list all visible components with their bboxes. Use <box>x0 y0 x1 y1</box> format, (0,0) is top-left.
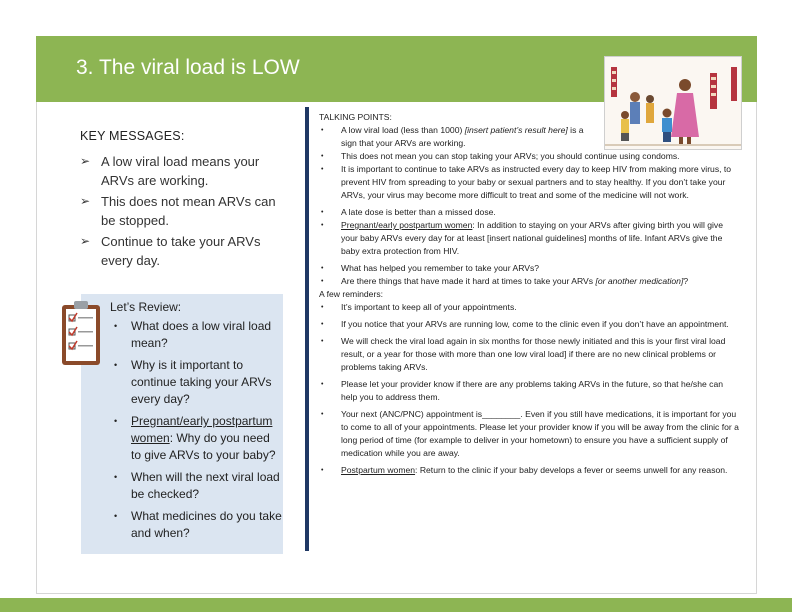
bullet-icon: • <box>114 416 118 426</box>
talking-points <box>319 111 739 477</box>
key-message-text: A low viral load means your ARVs are working. <box>101 154 260 188</box>
arrow-bullet-icon: ➢ <box>80 154 91 168</box>
tp-emphasis: [insert patient’s result here] <box>464 125 568 135</box>
talking-point-item <box>319 219 739 258</box>
column-divider <box>305 107 309 551</box>
reminder-item <box>319 301 739 314</box>
review-list <box>110 318 282 547</box>
bullet-icon: • <box>321 278 324 285</box>
tp-text: What has helped you remember to take your ARVs? <box>341 263 540 273</box>
reminders-heading: A few reminders: <box>319 289 383 299</box>
talking-point-item <box>319 124 589 150</box>
review-item-prefix: Pregnant/early postpartum women <box>131 414 273 445</box>
review-item-text: What does a low viral load mean? <box>131 319 272 350</box>
bullet-icon: • <box>321 265 324 272</box>
tp-text: : Return to the clinic if your baby develops a fever or seems unwell for any reason. <box>415 465 728 475</box>
bullet-icon: • <box>321 304 324 311</box>
tp-text: It’s important to keep all of your appointments. <box>341 302 517 312</box>
bullet-icon: • <box>114 360 118 370</box>
bullet-icon: • <box>114 511 118 521</box>
bullet-icon: • <box>321 321 324 328</box>
reminder-item <box>319 378 739 404</box>
bullet-icon: • <box>321 411 324 418</box>
review-item-text: Why is it important to continue taking your ARVs every day? <box>131 358 272 406</box>
review-item <box>110 469 282 503</box>
key-message-item <box>80 192 280 230</box>
key-messages-heading: KEY MESSAGES: <box>80 129 185 143</box>
bullet-icon: • <box>114 321 118 331</box>
tp-text: Your next (ANC/PNC) appointment is <box>341 409 483 419</box>
tp-text: A late dose is better than a missed dose. <box>341 207 496 217</box>
review-item <box>110 508 282 542</box>
review-title: Let’s Review: <box>110 300 182 314</box>
talking-point-item <box>319 262 739 275</box>
talking-point-item <box>319 206 739 219</box>
tp-text: Are there things that have made it hard at times to take your ARVs <box>341 276 596 286</box>
key-messages-list <box>80 152 280 272</box>
reminder-item <box>319 408 739 460</box>
arrow-bullet-icon: ➢ <box>80 194 91 208</box>
tp-underlined: Pregnant/early postpartum women <box>341 220 473 230</box>
tp-text: ? <box>683 276 689 286</box>
bullet-icon: • <box>321 127 324 134</box>
bullet-icon: • <box>321 209 324 216</box>
bullet-icon: • <box>321 153 324 160</box>
tp-text: If you notice that your ARVs are running low, come to the clinic even if you don’t have an appointment. <box>341 319 729 329</box>
review-item <box>110 413 282 464</box>
reminder-item <box>319 335 739 374</box>
bullet-icon: • <box>321 222 324 229</box>
tp-text: We will check the viral load again in six months for those newly initiated and this is your first viral load result, or a year for those with more than one low viral load] if there are no new clinical problems or problems taking ARVs. <box>341 336 726 372</box>
tp-text: Please let your provider know if there are any problems taking ARVs in the future, so that he/she can help you to address them. <box>341 379 723 402</box>
review-item-text: When will the next viral load be checked? <box>131 470 280 501</box>
reminder-item <box>319 464 739 477</box>
arrow-bullet-icon: ➢ <box>80 234 91 248</box>
tp-text: A low viral load (less than 1000) <box>341 125 465 135</box>
bullet-icon: • <box>321 338 324 345</box>
key-message-item <box>80 152 280 190</box>
talking-point-item <box>319 150 739 163</box>
tp-emphasis: [or another medication] <box>595 276 684 286</box>
review-item <box>110 357 282 408</box>
key-message-item <box>80 232 280 270</box>
tp-text: : In addition to staying on your ARVs after giving birth you will give your baby ARVs every day for at least [insert national guidelines] months of life. Infant ARVs give the baby extra protection from HIV. <box>341 220 724 256</box>
slide-title: 3. The viral load is LOW <box>76 56 300 79</box>
tp-text: is a sign that your ARVs are working. <box>341 125 584 148</box>
review-item <box>110 318 282 352</box>
talking-points-heading: TALKING POINTS: <box>319 112 392 122</box>
appointment-blank: ________ <box>482 409 521 419</box>
bullet-icon: • <box>321 381 324 388</box>
tp-text: . Even if you still have medications, it is important for you to come to all of your appointments. Please let your provider know if you will be away from the clinic for a long period of time (for example to deliver in your hometown) to ensure you have a sufficient supply of medication while you are away. <box>341 409 739 458</box>
bullet-icon: • <box>114 472 118 482</box>
key-message-text: This does not mean ARVs can be stopped. <box>101 194 276 228</box>
clipboard-checklist-icon <box>60 299 102 367</box>
review-item-text: : Why do you need to give ARVs to your baby? <box>131 431 276 462</box>
reminder-item <box>319 318 739 331</box>
tp-text: This does not mean you can stop taking your ARVs; you should continue using condoms. <box>341 151 680 161</box>
bottom-bar <box>0 598 792 612</box>
tp-text: It is important to continue to take ARVs as instructed every day to keep HIV from making more virus, to prevent HIV from spreading to your baby or sexual partners and to stay healthy. If you don’t take your ARVs, your virus may become more difficult to treat and some of the medicine will not work. <box>341 164 732 200</box>
talking-point-item <box>319 275 739 288</box>
talking-point-item <box>319 163 739 202</box>
bullet-icon: • <box>321 166 324 173</box>
review-item-text: What medicines do you take and when? <box>131 509 282 540</box>
bullet-icon: • <box>321 467 324 474</box>
key-message-text: Continue to take your ARVs every day. <box>101 234 261 268</box>
tp-underlined: Postpartum women <box>341 465 416 475</box>
